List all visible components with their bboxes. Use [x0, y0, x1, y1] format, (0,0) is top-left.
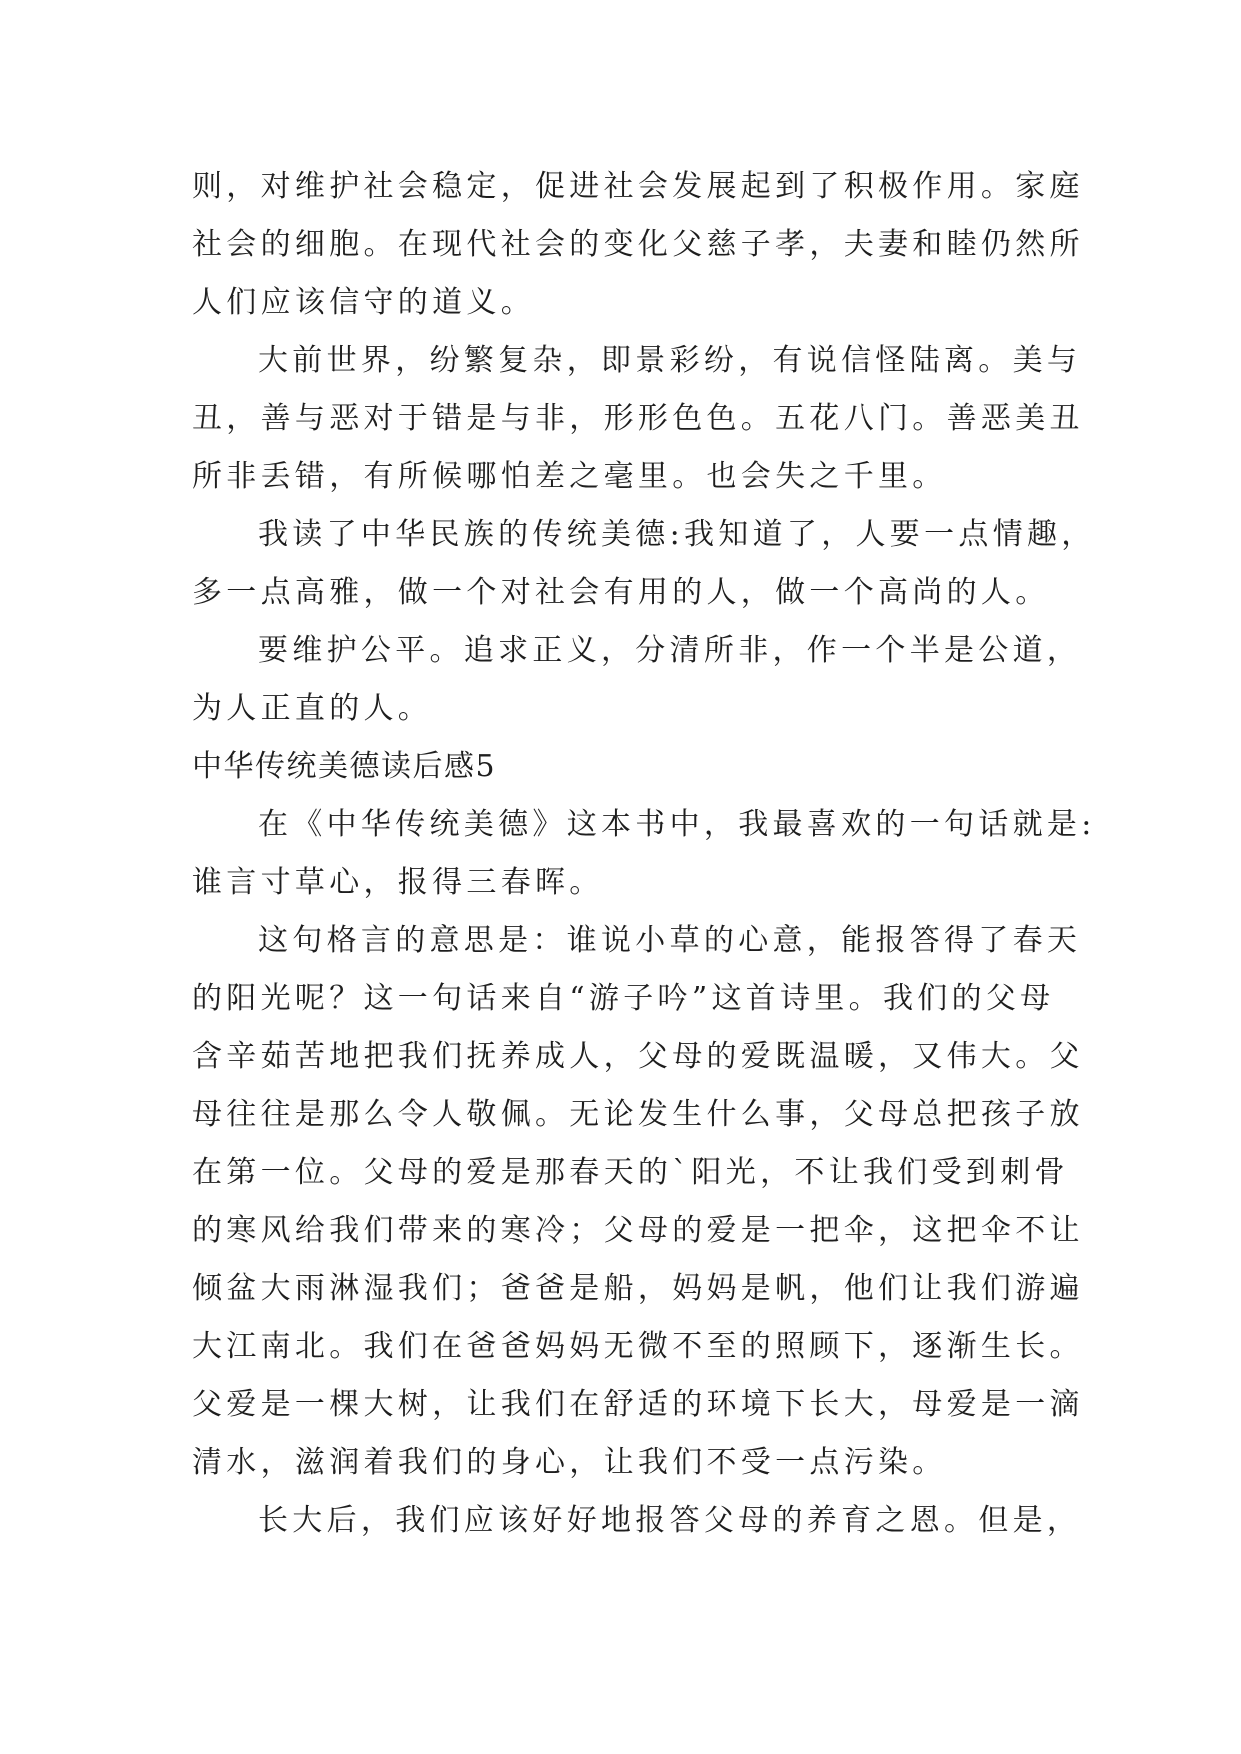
text-line: 倾盆大雨淋湿我们；爸爸是船，妈妈是帆，他们让我们游遍 [192, 1271, 1084, 1306]
text-line: 的寒风给我们带来的寒冷；父母的爱是一把伞，这把伞不让 [192, 1213, 1084, 1248]
paragraph-first-line: 我读了中华民族的传统美德:我知道了，人要一点情趣， [258, 517, 1096, 552]
paragraph-first-line: 要维护公平。追求正义，分清所非，作一个半是公道， [258, 633, 1082, 668]
text-line: 的阳光呢？这一句话来自“游子吟”这首诗里。我们的父母 [192, 981, 1055, 1016]
text-line: 多一点高雅，做一个对社会有用的人，做一个高尚的人。 [192, 575, 1050, 610]
text-line: 谁言寸草心，报得三春晖。 [192, 865, 604, 900]
text-line: 母往往是那么令人敬佩。无论发生什么事，父母总把孩子放 [192, 1097, 1084, 1132]
section-heading: 中华传统美德读后感5 [192, 749, 497, 784]
text-line: 则，对维护社会稳定，促进社会发展起到了积极作用。家庭 [192, 169, 1084, 204]
paragraph-first-line: 在《中华传统美德》这本书中，我最喜欢的一句话就是: [258, 807, 1096, 842]
text-line: 为人正直的人。 [192, 691, 433, 726]
text-line: 丑，善与恶对于错是与非，形形色色。五花八门。善恶美丑 [192, 401, 1084, 436]
text-line: 人们应该信守的道义。 [192, 285, 535, 320]
document-body [192, 158, 1096, 1550]
paragraph-first-line: 大前世界，纷繁复杂，即景彩纷，有说信怪陆离。美与 [258, 343, 1082, 378]
paragraph-first-line: 长大后，我们应该好好地报答父母的养育之恩。但是， [258, 1503, 1082, 1538]
text-line: 含辛茹苦地把我们抚养成人，父母的爱既温暖，又伟大。父 [192, 1039, 1084, 1074]
text-line: 大江南北。我们在爸爸妈妈无微不至的照顾下，逐渐生长。 [192, 1329, 1084, 1364]
paragraph-first-line: 这句格言的意思是：谁说小草的心意，能报答得了春天 [258, 923, 1082, 958]
text-line: 在第一位。父母的爱是那春天的`阳光，不让我们受到刺骨 [192, 1155, 1069, 1190]
text-line: 父爱是一棵大树，让我们在舒适的环境下长大，母爱是一滴 [192, 1387, 1084, 1422]
text-line: 清水，滋润着我们的身心，让我们不受一点污染。 [192, 1445, 947, 1480]
text-line: 社会的细胞。在现代社会的变化父慈子孝，夫妻和睦仍然所 [192, 227, 1084, 262]
text-line: 所非丢错，有所候哪怕差之毫里。也会失之千里。 [192, 459, 947, 494]
